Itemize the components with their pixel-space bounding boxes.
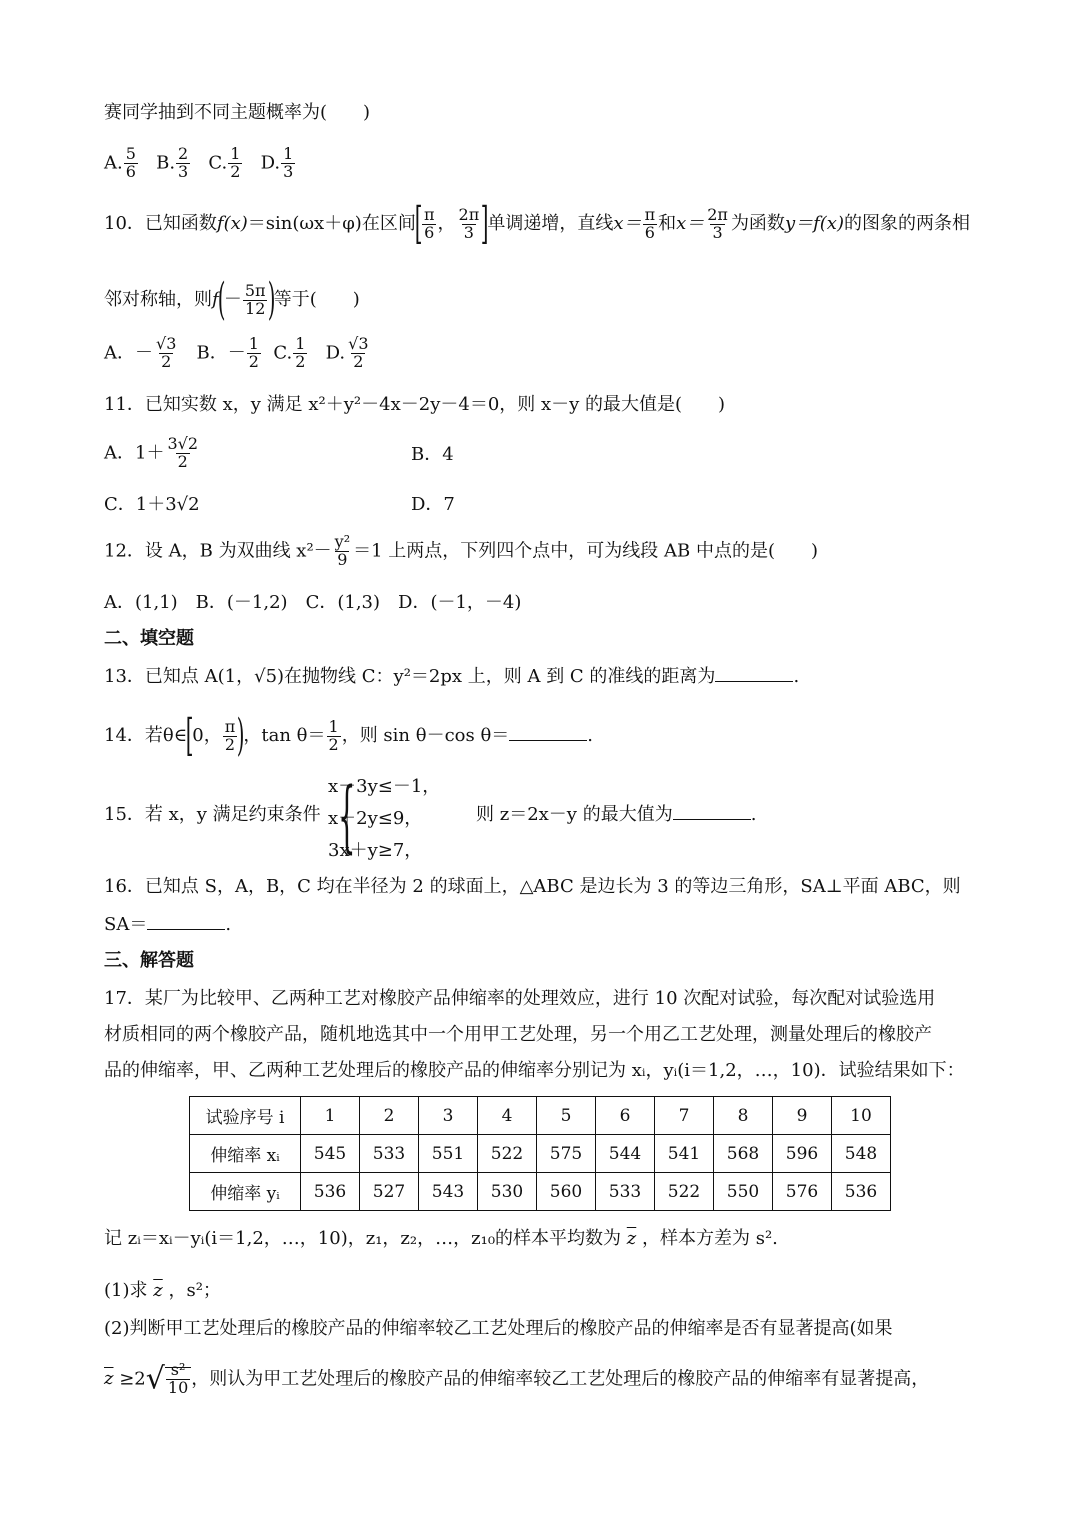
q11-option-c: C．1＋3√2 xyxy=(104,494,200,515)
table-cell: 533 xyxy=(596,1173,655,1211)
q15-brace: { xyxy=(338,772,356,862)
q17-line4: 记 zᵢ＝xᵢ－yᵢ(i＝1,2，…，10)，z₁，z₂，…，z₁₀的样本平均数为 $\overline{z}$ ，样本方差为 s². xyxy=(104,1228,778,1249)
q15-constraint-1: x－3y≤－1， xyxy=(328,776,441,797)
q15-question: 则 z＝2x－y 的最大值为 . xyxy=(476,804,757,825)
table-cell: 545 xyxy=(301,1135,360,1173)
q17-line2: 材质相同的两个橡胶产品，随机地选其中一个用甲工艺处理，另一个用乙工艺处理，测量处理后的橡胶产 xyxy=(104,1024,932,1045)
section-solutions: 三、解答题 xyxy=(104,950,194,971)
table-cell: 568 xyxy=(714,1135,773,1173)
table-cell: 527 xyxy=(360,1173,419,1211)
table-cell: 550 xyxy=(714,1173,773,1211)
q11-stem: 11．已知实数 x，y 满足 x²＋y²－4x－2y－4＝0，则 x－y 的最大值是( ) xyxy=(104,394,726,415)
table-cell: 530 xyxy=(478,1173,537,1211)
q16-line2: SA＝ . xyxy=(104,914,232,935)
q12-stem: 12．设 A，B 为双曲线 x²－ $\frac{\text{y²}}{9}$ ＝1 上两点，下列四个点中，可为线段 AB 中点的是( ) xyxy=(104,532,819,569)
table-cell: 541 xyxy=(655,1135,714,1173)
table-cell: 544 xyxy=(596,1135,655,1173)
table-cell: 4 xyxy=(478,1097,537,1135)
q14: 14．若θ∈[0， $\frac{\pi}{2}$ )，tan θ＝ $\frac{1}{2}$ ，则 sin θ－cos θ＝ . xyxy=(104,710,594,761)
q15-constraint-2: x＋2y≤9， xyxy=(328,808,423,829)
q17-line1: 17．某厂为比较甲、乙两种工艺对橡胶产品伸缩率的处理效应，进行 10 次配对试验，每次配对试验选用 xyxy=(104,988,936,1009)
q15-constraint-3: 3x＋y≥7， xyxy=(328,840,423,861)
q11-option-a: A．1＋ $\frac{3√2}{2}$ xyxy=(104,434,199,471)
experiment-table xyxy=(189,1096,891,1211)
table-cell: 536 xyxy=(301,1173,360,1211)
table-cell: 576 xyxy=(773,1173,832,1211)
table-cell: 7 xyxy=(655,1097,714,1135)
table-cell: 575 xyxy=(537,1135,596,1173)
table-cell: 6 xyxy=(596,1097,655,1135)
table-cell: 536 xyxy=(832,1173,891,1211)
table-cell: 522 xyxy=(655,1173,714,1211)
table-cell: 533 xyxy=(360,1135,419,1173)
table-row xyxy=(190,1173,891,1211)
table-cell: 8 xyxy=(714,1097,773,1135)
table-cell: 5 xyxy=(537,1097,596,1135)
table-cell: 2 xyxy=(360,1097,419,1135)
table-cell: 560 xyxy=(537,1173,596,1211)
q16-line1: 16．已知点 S，A，B，C 均在半径为 2 的球面上，△ABC 是边长为 3 的等边三角形，SA⊥平面 ABC，则 xyxy=(104,876,961,897)
row-label: 伸缩率 xᵢ xyxy=(190,1135,301,1173)
q17-part2: (2)判断甲工艺处理后的橡胶产品的伸缩率较乙工艺处理后的橡胶产品的伸缩率是否有显著提高(如果 xyxy=(104,1318,893,1339)
table-cell: 10 xyxy=(832,1097,891,1135)
q10-line2: 邻对称轴，则f(－ $\frac{5\pi}{12}$ )等于( ) xyxy=(104,274,360,325)
q17-part1: (1)求 $\overline{z}$ ，s²； xyxy=(104,1280,221,1301)
q11-option-b: B．4 xyxy=(411,444,454,465)
table-cell: 3 xyxy=(419,1097,478,1135)
q17-part2-criterion: $\overline{z} \ge 2√$ $\frac{\text{s²}}{10}$ ，则认为甲工艺处理后的橡胶产品的伸缩率较乙工艺处理后的橡胶产品的伸缩率有显著提高， xyxy=(104,1360,930,1397)
table-row xyxy=(190,1097,891,1135)
table-cell: 9 xyxy=(773,1097,832,1135)
q15-lead: 15．若 x，y 满足约束条件 xyxy=(104,804,321,825)
row-label: 试验序号 i xyxy=(190,1097,301,1135)
table-cell: 551 xyxy=(419,1135,478,1173)
table-row xyxy=(190,1135,891,1173)
q10-options: A．－ $\frac{√3}{2}$ B．－ $\frac{1}{2}$ C. $\frac{1}{2}$ D. $\frac{√3}{2}$ xyxy=(104,334,369,371)
table-cell: 543 xyxy=(419,1173,478,1211)
q13: 13．已知点 A(1，√5)在抛物线 C：y²＝2px 上，则 A 到 C 的准线的距离为 . xyxy=(104,666,800,687)
table-cell: 522 xyxy=(478,1135,537,1173)
row-label: 伸缩率 yᵢ xyxy=(190,1173,301,1211)
table-cell: 548 xyxy=(832,1135,891,1173)
table-cell: 1 xyxy=(301,1097,360,1135)
q9-options: A. $\frac{5}{6}$ B. $\frac{2}{3}$ C. $\frac{1}{2}$ D. $\frac{1}{3}$ xyxy=(104,144,294,181)
q10-line1: 10．已知函数f(x)＝sin(ωx＋φ)在区间[ $\frac{\pi}{6}$ ， $\frac{2\pi}{3}$ ]单调递增，直线x＝ $\frac{\pi}{6}$ 和x＝ $\frac{2\pi}{3}$ 为函数y＝f(x)的图象的两条相 xyxy=(104,198,970,249)
q11-option-d: D．7 xyxy=(411,494,455,515)
section-fill-blank: 二、填空题 xyxy=(104,628,194,649)
q9-stem: 赛同学抽到不同主题概率为( ) xyxy=(104,102,371,123)
q17-line3: 品的伸缩率，甲、乙两种工艺处理后的橡胶产品的伸缩率分别记为 xᵢ，yᵢ(i＝1,2，…，10)．试验结果如下： xyxy=(104,1060,965,1081)
table-cell: 596 xyxy=(773,1135,832,1173)
q12-options: A．(1,1) B．(－1,2) C．(1,3) D．(－1，－4) xyxy=(104,592,522,613)
